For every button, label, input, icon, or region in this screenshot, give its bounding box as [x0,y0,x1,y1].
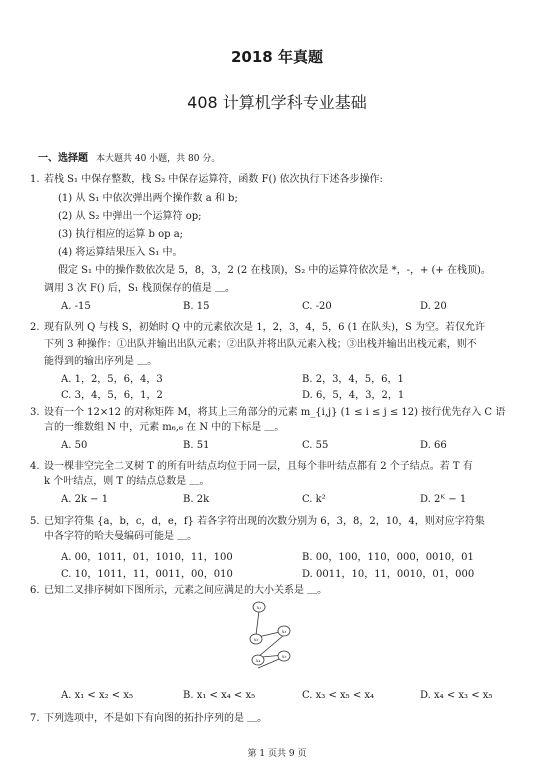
tree-node-x3-label: x₃ [281,629,287,635]
question-2-option-c: C. 3，4，5，6，1，2 [61,390,163,401]
question-4-option-b: B. 2k [183,494,210,505]
question-2-stem [30,321,485,335]
question-3-number: 3. [30,407,40,418]
question-6-text: 已知二叉排序树如下图所示，元素之间应满足的大小关系是 ＿。 [44,585,328,596]
question-1-continuation-2: 调用 3 次 F() 后，S₁ 栈顶保存的值是 ＿。 [44,283,236,294]
question-7-text: 下列选项中，不是如下有向图的拓扑序列的是 ＿。 [44,713,268,724]
tree-node-x1-label: x₁ [256,605,262,611]
question-5-stem [30,515,485,529]
question-6-option-d: D. x₄ < x₃ < x₅ [420,690,493,701]
tree-node-x5-label: x₅ [281,654,287,660]
section-header [38,149,220,164]
question-2-line-1: 现有队列 Q 与栈 S，初始时 Q 中的元素依次是 1，2，3，4，5，6 (1 在队头)，S 为空。若仅允许 [44,322,486,333]
question-2-option-d: D. 6，5，4，3，2，1 [302,390,405,401]
page-title: 2018 年真题 [231,48,323,66]
question-2-option-b: B. 2，3，4，5，6，1 [302,374,404,385]
question-1-option-c: C. -20 [302,301,332,312]
question-1-step-3: (3) 执行相应的运算 b op a; [58,229,184,240]
question-5-line-1: 已知字符集 {a，b，c，d，e，f} 若各字符出现的次数分别为 6，3，8，2，10，4，则对应字符集 [44,516,485,527]
question-3-line-1: 设有一个 12×12 的对称矩阵 M，将其上三角部分的元素 m_{i,j} (1 ≤ i ≤ j ≤ 12) 按行优先存入 C 语 [44,407,506,418]
question-1-option-a: A. -15 [61,301,91,312]
question-7-number: 7. [30,713,40,724]
question-1-option-b: B. 15 [183,301,210,312]
question-5-option-b: B. 00，100，110，000，0010，01 [302,552,474,563]
question-3-line-2: 言的一维数组 N 中，元素 m₆,₆ 在 N 中的下标是 ＿。 [44,422,285,433]
tree-edge [256,611,259,635]
question-1-step-4: (4) 将运算结果压入 S₁ 中。 [58,247,183,258]
question-2-option-a: A. 1，2，5，6，4，3 [61,374,163,385]
question-3-option-b: B. 51 [183,440,210,451]
page-subtitle: 408 计算机学科专业基础 [187,93,367,112]
question-3-stem [30,406,505,420]
question-4-line-1: 设一棵非空完全二叉树 T 的所有叶结点均位于同一层，且每个非叶结点都有 2 个子结点。若 T 有 [44,461,473,472]
question-5-option-d: D. 0011，10，11，0010，01，000 [302,569,475,580]
question-6-option-c: C. x₃ < x₅ < x₄ [302,690,375,701]
page-footer: 第 1 页共 9 页 [247,749,307,759]
question-7-stem [30,712,267,726]
question-6-option-a: A. x₁ < x₂ < x₅ [61,690,133,701]
question-1-number: 1. [30,174,40,185]
question-3-option-d: D. 66 [420,440,447,451]
question-4-option-c: C. k² [302,494,326,505]
question-1-option-d: D. 20 [420,301,447,312]
question-6-option-b: B. x₁ < x₄ < x₅ [183,690,256,701]
question-4-line-2: k 个叶结点，则 T 的结点总数是 ＿。 [44,476,210,487]
question-6-stem [30,584,327,598]
binary-search-tree-diagram [236,599,316,684]
section-note: 本大题共 40 小题，共 80 分。 [96,154,221,164]
question-6-number: 6. [30,585,40,596]
question-3-option-a: A. 50 [61,440,88,451]
question-3-option-c: C. 55 [302,440,329,451]
question-2-line-3: 能得到的输出序列是 ＿。 [44,356,158,367]
tree-node-x2-label: x₂ [253,637,259,643]
question-1-stem [30,173,383,187]
question-5-option-a: A. 00，1011，01，1010，11，100 [61,552,233,563]
section-label: 一、选择题 [38,153,88,164]
question-4-number: 4. [30,461,40,472]
question-4-option-a: A. 2k − 1 [61,494,109,505]
question-1-step-2: (2) 从 S₂ 中弹出一个运算符 op; [58,211,202,222]
question-2-number: 2. [30,322,40,333]
question-4-stem [30,460,473,474]
question-5-number: 5. [30,516,40,527]
question-1-continuation: 假定 S₁ 中的操作数依次是 5，8，3，2 (2 在栈顶)，S₂ 中的运算符依次是 *，-，+ (+ 在栈顶)。 [58,265,491,276]
question-5-option-c: C. 10，1011，11，0011，00，010 [61,569,233,580]
question-1-step-1: (1) 从 S₁ 中依次弹出两个操作数 a 和 b; [58,193,238,204]
tree-node-x4-label: x₄ [255,658,261,664]
question-1-text: 若栈 S₁ 中保存整数，栈 S₂ 中保存运算符，函数 F() 依次执行下述各步操作: [44,174,383,185]
question-4-option-d: D. 2ᴷ − 1 [420,494,467,505]
question-2-line-2: 下列 3 种操作：①出队并输出出队元素；②出队并将出队元素入栈；③出栈并输出出栈元素，则不 [44,339,477,350]
question-5-line-2: 中各字符的哈夫曼编码可能是 ＿。 [44,531,198,542]
